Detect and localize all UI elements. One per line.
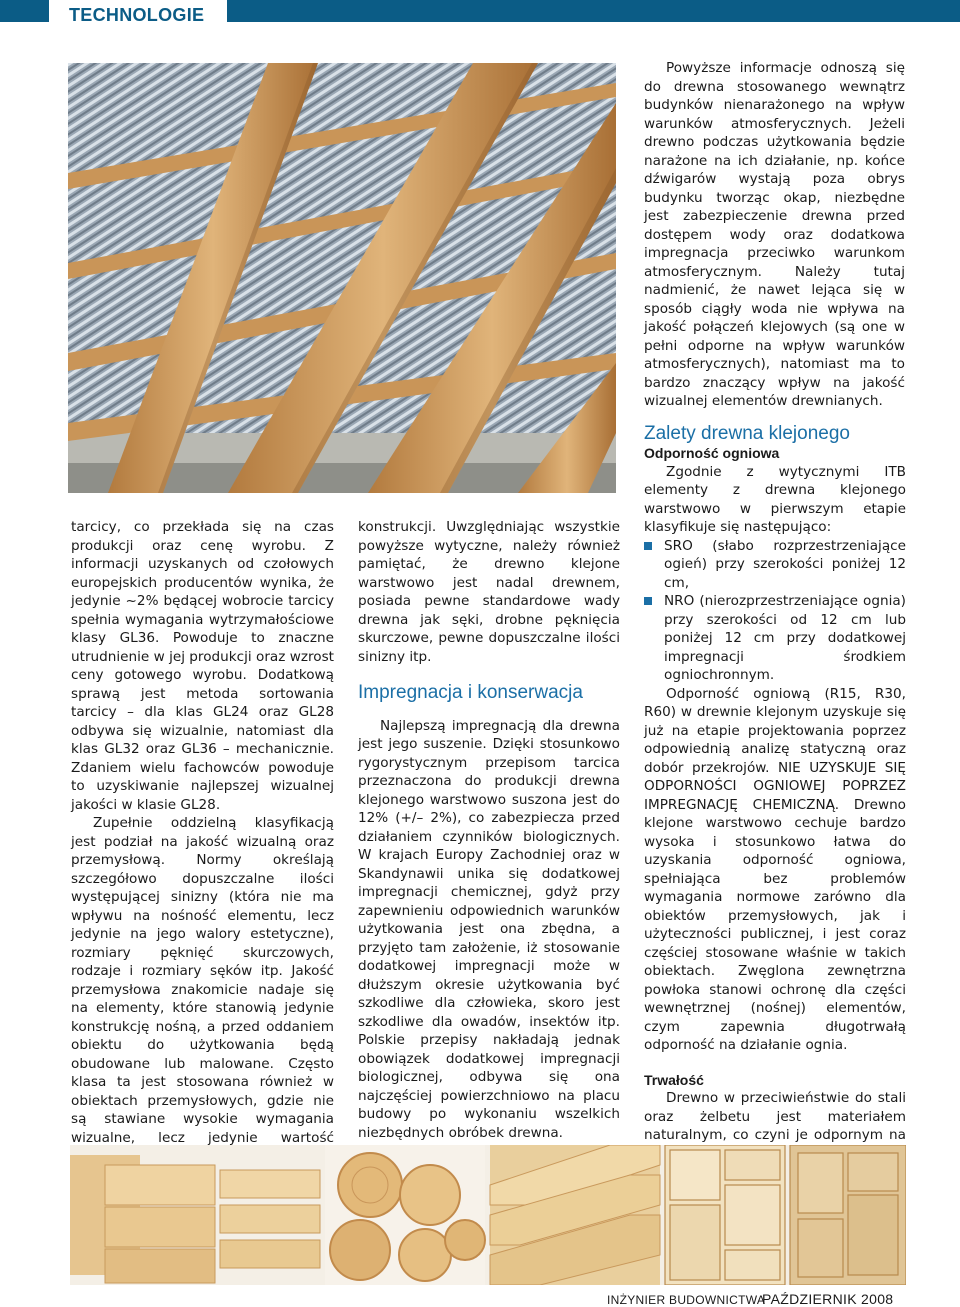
- paragraph: Najlepszą impregnacją dla drewna jest jego suszenie. Dzięki stosunkowo rygorystycznym przepisom tarcica przeznaczona do produkcji drewna klejonego warstwowo suszona jest do 12% (+/– 2%), co zabezpiecza przed działaniem czynników biologicznych. W krajach Europy Zachodniej oraz w Skandynawii unika się dodatkowej impregnacji chemicznej, gdyż przy zapewnieniu odpowiednich warunków użytkowania jest ona zbędna, a przyjęto tam założenie, iż stosowanie dodatkowej impregnacji może w dłuższym okresie użytkowania być szkodliwe dla człowieka, skoro jest szkodliwe dla owadów, insektów itp. Polskie przepisy nakładają jednak obowiązek dodatkowej impregnacji biologicznej, odbywa się ona najczęściej powierzchniowo na placu budowy po wykonaniu wszelkich niezbędnych obróbek drewna.: [358, 717, 620, 1141]
- subheading-trwalosc: Trwałość: [644, 1071, 704, 1088]
- roof-beams-photo: [68, 63, 616, 493]
- timber-products-photos: [70, 1145, 906, 1285]
- list-item-text: NRO (nierozprzestrzeniające ognia) przy szerokości od 12 cm lub poniżej 12 cm przy dodatkowej impregnacji środkiem ogniochronnym.: [664, 593, 906, 683]
- section-heading-impregnacja: Impregnacja i konserwacja: [358, 682, 583, 703]
- section-heading-zalety: Zalety drewna klejonego: [644, 422, 850, 444]
- paragraph: Zgodnie z wytycznymi ITB elementy z drewna klejonego warstwowo w pierwszym etapie klasyfikuje się następująco:: [644, 463, 906, 535]
- footer-issue: PAŹDZIERNIK 2008: [762, 1291, 894, 1307]
- text-column-2: [358, 518, 620, 1142]
- paragraph: Drewno w przeciwieństwie do stali oraz żelbetu jest materiałem naturalnym, co czyni je odpornym na: [644, 1090, 906, 1143]
- stacked-beams-image: [70, 1155, 320, 1283]
- text-column-3: [644, 444, 906, 1163]
- glulam-profiles-image: [490, 1145, 660, 1285]
- round-logs-image: [325, 1145, 485, 1285]
- list-item-text: SRO (słabo rozprzestrzeniające ogień) przy szerokości poniżej 12 cm,: [664, 537, 906, 591]
- section-tab: [49, 0, 227, 28]
- intro-paragraph-col3: [644, 59, 905, 443]
- paragraph: tarcicy, co przekłada się na czas produkcji oraz cenę wyrobu. Z informacji uzyskanych od czołowych europejskich producentów wynika, że jedynie ~2% będącej wobrocie tarcicy spełnia wymagania wytrzymałościowe klasy GL36. Powoduje to znaczne utrudnienie w jej produkcji oraz wzrost ceny gotowego wyrobu. Dodatkową sprawą jest metoda sortowania tarcicy – dla klas GL24 oraz GL28 odbywa się wizualnie, natomiast dla klas GL32 oraz GL36 – mechanicznie. Zdaniem wielu fachowców powoduje to uzyskiwanie najlepszej wizualnej jakości w klasie GL28.: [71, 519, 334, 813]
- subheading-odpornosc: Odporność ogniowa: [644, 445, 780, 461]
- paragraph: Powyższe informacje odnoszą się do drewna stosowanego wewnątrz budynków nienarażonego na wpływ warunków atmosferycznych. Jeżeli drewno podczas użytkowania będzie narażone na ich działanie, np. końce dźwigarów wystają poza obrys budynku tworząc okap, niezbędne jest zabezpieczenie drewna przed dostępem wody oraz dodatkowa impregnacja przeciwko warunkom atmosferycznym. Należy tutaj nadmienić, że nawet lejąca się w sposób ciągły woda nie wpływa na jakość połączeń klejowych (są one w pełni odporne na wpływ warunków atmosferycznych), natomiast ma to bardzo znaczący wpływ na jakość wizualnej elementów drewnianych.: [644, 60, 905, 409]
- section-title: TECHNOLOGIE: [69, 5, 205, 25]
- cross-section-image: [665, 1145, 906, 1285]
- paragraph: Odporność ogniową (R15, R30, R60) w drewnie klejonym uzyskuje się już na etapie projektowania poprzez odpowiednią analizę statyczną oraz dobór przekrojów. NIE UZYSKUJE SIĘ ODPORNOŚCI OGNIOWEJ POPRZEZ IMPREGNACJĘ CHEMICZNĄ. Drewno klejone warstwowo cechuje bardzo wysoka i stosunkowo łatwa do uzyskania odporność ogniowa, spełniająca bez problemów wymagania normowe zarówno dla obiektów przemysłowych, jak i użyteczności publicznej, i jest coraz częściej stosowane właśnie w takich obiektach. Zwęglona zewnętrzna powłoka stanowi ochronę dla części wewnętrznej (nośnej) elementów, czym zapewnia długotrwałą odporność na działanie ognia.: [644, 685, 906, 1053]
- text-column-1: [71, 518, 334, 1166]
- footer-magazine: INŻYNIER BUDOWNICTWA: [607, 1293, 766, 1307]
- bullet-square-icon: [644, 597, 652, 605]
- bullet-square-icon: [644, 542, 652, 550]
- list-item: [644, 592, 906, 685]
- paragraph: Zupełnie oddzielną klasyfikacją jest podział na jakość wizualną oraz przemysłową. Normy określają szczegółowo dopuszczalne ilości występującej sinizny (która nie ma wpływu na nośność elementu, lecz jedynie na jego walory estetyczne), rozmiary pęknięć skurczowych, rodzaje i rozmiary sęków itp. Jakość przemysłowa znakomicie nadaje się na elementy, które stanowią jedynie konstrukcję nośną, a przed oddaniem obiektu do użytkowania będą obudowane lub malowane. Często klasa ta jest stosowana również w obiektach przemysłowych, gdzie nie są stawiane wysokie wymagania wizualne, lecz jedynie wartość: [71, 815, 334, 1146]
- list-item: [644, 537, 906, 593]
- paragraph: konstrukcji. Uwzględniając wszystkie powyższe wytyczne, należy również pamiętać, że drewno klejone warstwowo jest nadal drewnem, posiada pewne standardowe wady drewna jak sęki, drobne pęknięcia skurczowe, pewne dopuszczalne ilości sinizny itp.: [358, 519, 620, 665]
